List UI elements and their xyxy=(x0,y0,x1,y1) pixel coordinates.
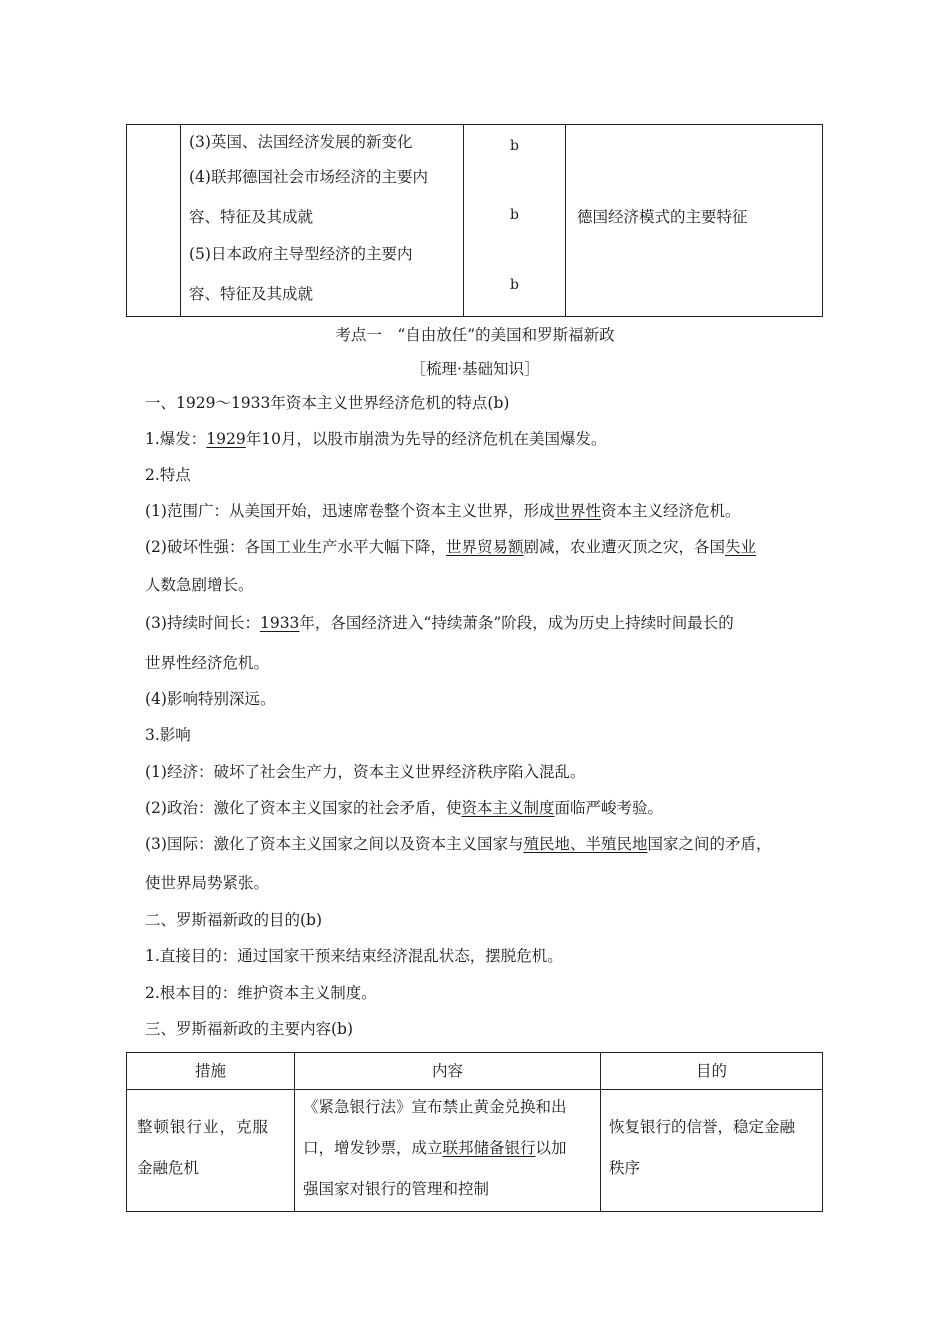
feature-3 xyxy=(145,613,734,633)
content-l2-prefix: 口，增发钞票，成立 xyxy=(303,1139,443,1157)
feature-4: (4)影响特别深远。 xyxy=(145,690,276,708)
f1-key: 世界性 xyxy=(554,502,601,520)
impact-heading: 3.影响 xyxy=(145,726,191,744)
i3-prefix: (3)国际：激化了资本主义国家之间以及资本主义国家与 xyxy=(145,835,524,853)
measure-line1: 整顿银行业，克服 xyxy=(137,1118,270,1136)
impact-3-line2: 使世界局势紧张。 xyxy=(145,874,270,892)
feature-2 xyxy=(145,537,756,557)
feature-2-line2: 人数急剧增长。 xyxy=(145,576,254,594)
feature-3-line2: 世界性经济危机。 xyxy=(145,654,270,672)
top-table-note: 德国经济模式的主要特征 xyxy=(577,208,748,226)
header-content: 内容 xyxy=(431,1062,463,1080)
part2-heading: 二、罗斯福新政的目的(b) xyxy=(145,911,323,929)
content-line2 xyxy=(303,1136,567,1158)
new-deal-table xyxy=(126,1052,823,1212)
measure-line2: 金融危机 xyxy=(137,1159,200,1177)
i3-key: 殖民地、半殖民地 xyxy=(523,835,648,853)
row4-level: b xyxy=(510,207,519,223)
f2-key1: 世界贸易额 xyxy=(445,538,524,556)
header-measure: 措施 xyxy=(194,1062,226,1080)
section-title: 考点一 “自由放任”的美国和罗斯福新政 xyxy=(335,326,615,344)
row4-text-2: 容、特征及其成就 xyxy=(189,208,314,226)
content-l2-key: 联邦储备银行 xyxy=(442,1139,536,1157)
i2-suffix: 面临严峻考验。 xyxy=(554,799,663,817)
purpose-line1: 恢复银行的信誉，稳定金融 xyxy=(609,1118,796,1136)
content-line1: 《紧急银行法》宣布禁止黄金兑换和出 xyxy=(303,1098,567,1116)
i2-prefix: (2)政治：激化了资本主义国家的社会矛盾，使 xyxy=(145,799,462,817)
f2-mid: 剧减，农业遭灭顶之灾，各国 xyxy=(523,538,725,556)
outbreak-year: 1929 xyxy=(206,430,246,448)
impact-2 xyxy=(145,798,663,818)
row5-text-1: (5)日本政府主导型经济的主要内 xyxy=(189,245,413,263)
content-line3: 强国家对银行的管理和控制 xyxy=(303,1180,490,1198)
outbreak-line xyxy=(145,429,606,449)
i2-key: 资本主义制度 xyxy=(461,799,555,817)
f1-suffix: 资本主义经济危机。 xyxy=(600,502,741,520)
top-table xyxy=(126,124,823,317)
f2-prefix: (2)破坏性强：各国工业生产水平大幅下降， xyxy=(145,538,446,556)
part2-p2: 2.根本目的：维护资本主义制度。 xyxy=(145,984,377,1002)
row5-level: b xyxy=(510,277,519,293)
purpose-line2: 秩序 xyxy=(609,1159,641,1177)
part1-heading: 一、1929～1933年资本主义世界经济危机的特点(b) xyxy=(145,394,510,412)
impact-3 xyxy=(145,834,772,854)
part2-p1: 1.直接目的：通过国家干预来结束经济混乱状态，摆脱危机。 xyxy=(145,947,563,965)
i3-suffix: 国家之间的矛盾， xyxy=(647,835,772,853)
f1-prefix: (1)范围广：从美国开始，迅速席卷整个资本主义世界，形成 xyxy=(145,502,555,520)
impact-1: (1)经济：破坏了社会生产力，资本主义世界经济秩序陷入混乱。 xyxy=(145,763,586,781)
features-heading: 2.特点 xyxy=(145,466,191,484)
outbreak-prefix: 1.爆发： xyxy=(145,430,207,448)
header-purpose: 目的 xyxy=(695,1062,727,1080)
subsection-title: ［梳理·基础知识］ xyxy=(410,360,540,378)
row4-text-1: (4)联邦德国社会市场经济的主要内 xyxy=(189,168,428,186)
content-l2-suffix: 以加 xyxy=(535,1139,567,1157)
row3-level: b xyxy=(510,138,519,154)
f3-key: 1933 xyxy=(259,614,300,632)
f3-prefix: (3)持续时间长： xyxy=(145,614,260,632)
row5-text-2: 容、特征及其成就 xyxy=(189,285,314,303)
f2-key2: 失业 xyxy=(725,538,757,556)
row3-text: (3)英国、法国经济发展的新变化 xyxy=(189,133,413,151)
part3-heading: 三、罗斯福新政的主要内容(b) xyxy=(145,1020,354,1038)
feature-1 xyxy=(145,501,741,521)
f3-rest: 年，各国经济进入“持续萧条”阶段，成为历史上持续时间最长的 xyxy=(299,614,734,632)
outbreak-rest: 年10月，以股市崩溃为先导的经济危机在美国爆发。 xyxy=(245,430,607,448)
